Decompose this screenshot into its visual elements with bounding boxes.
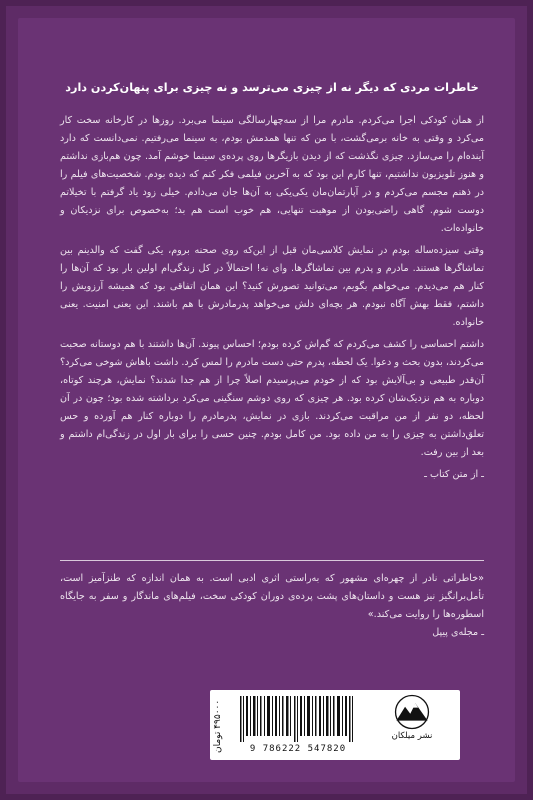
section-divider (60, 560, 484, 561)
excerpt-paragraph-3: داشتم احساسی را کشف می‌کردم که گم‌اش کرده بودم؛ احساس پیوند. آن‌ها داشتند با هم دوستانه صحبت می‌کردند، بدون بحث و دعوا. یک لحظه، پدرم حتی دست مادرم را لمس کرد. داشت باهاش شوخی می‌کرد؟ آن‌قدر طبیعی و بی‌آلایش بود که از خودم می‌پرسیدم اصلاً چرا از هم جدا شدند؟ نمایش، هرچند کوتاه، دوباره به هم نزدیک‌شان کرده بود. هر چیزی که روی دوشم سنگینی می‌کرد برداشته شده بود؛ چون در آن لحظه، دو نفر از من مراقبت می‌کردند. بازی در نمایش، پدرمادرم را دوباره کنار هم آورده و حس تعلق‌داشتن به چیزی را به من داده بود. من کامل بودم. چنین حسی را برای بار اول در زندگی‌ام داشتم و بعد از بین رفت. (60, 339, 484, 458)
price-label: ۴۹۵۰۰۰ تومان (213, 699, 223, 753)
excerpt-paragraph-1: از همان کودکی اجرا می‌کردم. مادرم مرا از سه‌چهارسالگی سینما می‌برد. روزها در کارخانه سخت کار می‌کرد و وقتی به خانه برمی‌گشت، با من که تنها همدمش بودم، به سینما می‌رفتیم. نمی‌دانست که دارد آینده‌ام را می‌سازد. چیزی نگذشت که از دیدن بازیگرها روی پرده‌ی سینما خوشم آمد. چون هم‌بازی نداشتم و هنوز تلویزیون نداشتیم، تنها کارم این بود که به آخرین فیلمی فکر کنم که دیده بودم. شخصیت‌های فیلم را در ذهنم مجسم می‌کردم و در آپارتمان‌مان یکی‌یکی به آن‌ها جان می‌دادم. خیلی زود یاد گرفتم با تخیلاتم دوست شوم. گاهی راضی‌بودن از موهبت تنهایی، هم خوب است هم بد؛ به‌خصوص برای نزدیکان و خانواده‌ات. (60, 115, 484, 234)
publisher-name: نشر میلکان (391, 731, 433, 741)
barcode-image (238, 696, 358, 742)
blurb-content (60, 78, 484, 484)
review-quote: «خاطراتی نادر از چهره‌ای مشهور که به‌راستی اثری ادبی است. به همان اندازه که طنزآمیز است، تأمل‌برانگیز نیز هست و داستان‌های پشت پرده‌ی دوران کودکی سخت، فیلم‌های ماندگار و سفر به جایگاه اسطوره‌ها را روایت می‌کند.» (60, 573, 484, 620)
publisher-logo (370, 694, 454, 756)
review-attribution: ـ مجله‌ی پیپل (432, 627, 484, 638)
review-quote-box (60, 570, 484, 642)
excerpt-source: ـ از متن کتاب ـ (424, 469, 484, 480)
barcode-area (210, 690, 460, 760)
headline: خاطرات مردی که دیگر نه از چیزی می‌ترسد و نه چیزی برای پنهان‌کردن دارد (65, 81, 479, 94)
excerpt-paragraph-2: وقتی سیزده‌ساله بودم در نمایش کلاسی‌مان قبل از این‌که روی صحنه بروم، یکی گفت که والدینم بین تماشاگرها هستند. مادرم و پدرم بین تماشاگرها. وای نه! احتمالاً در کل زندگی‌ام اولین بار بود که آن‌ها را کنار هم می‌دیدم. می‌خواهم بگویم، می‌توانید تصورش کنید؟ این همان اتفاقی بود که همیشه آرزویش را داشتم، فقط بهش آگاه نبودم. هر بچه‌ای دلش می‌خواهد پدرمادرش با هم باشند. این یعنی امنیت. یعنی خانواده. (60, 245, 484, 328)
barcode-number: 9 786222 547820 (249, 744, 347, 754)
mountain-peaks-logo-icon (386, 694, 438, 730)
